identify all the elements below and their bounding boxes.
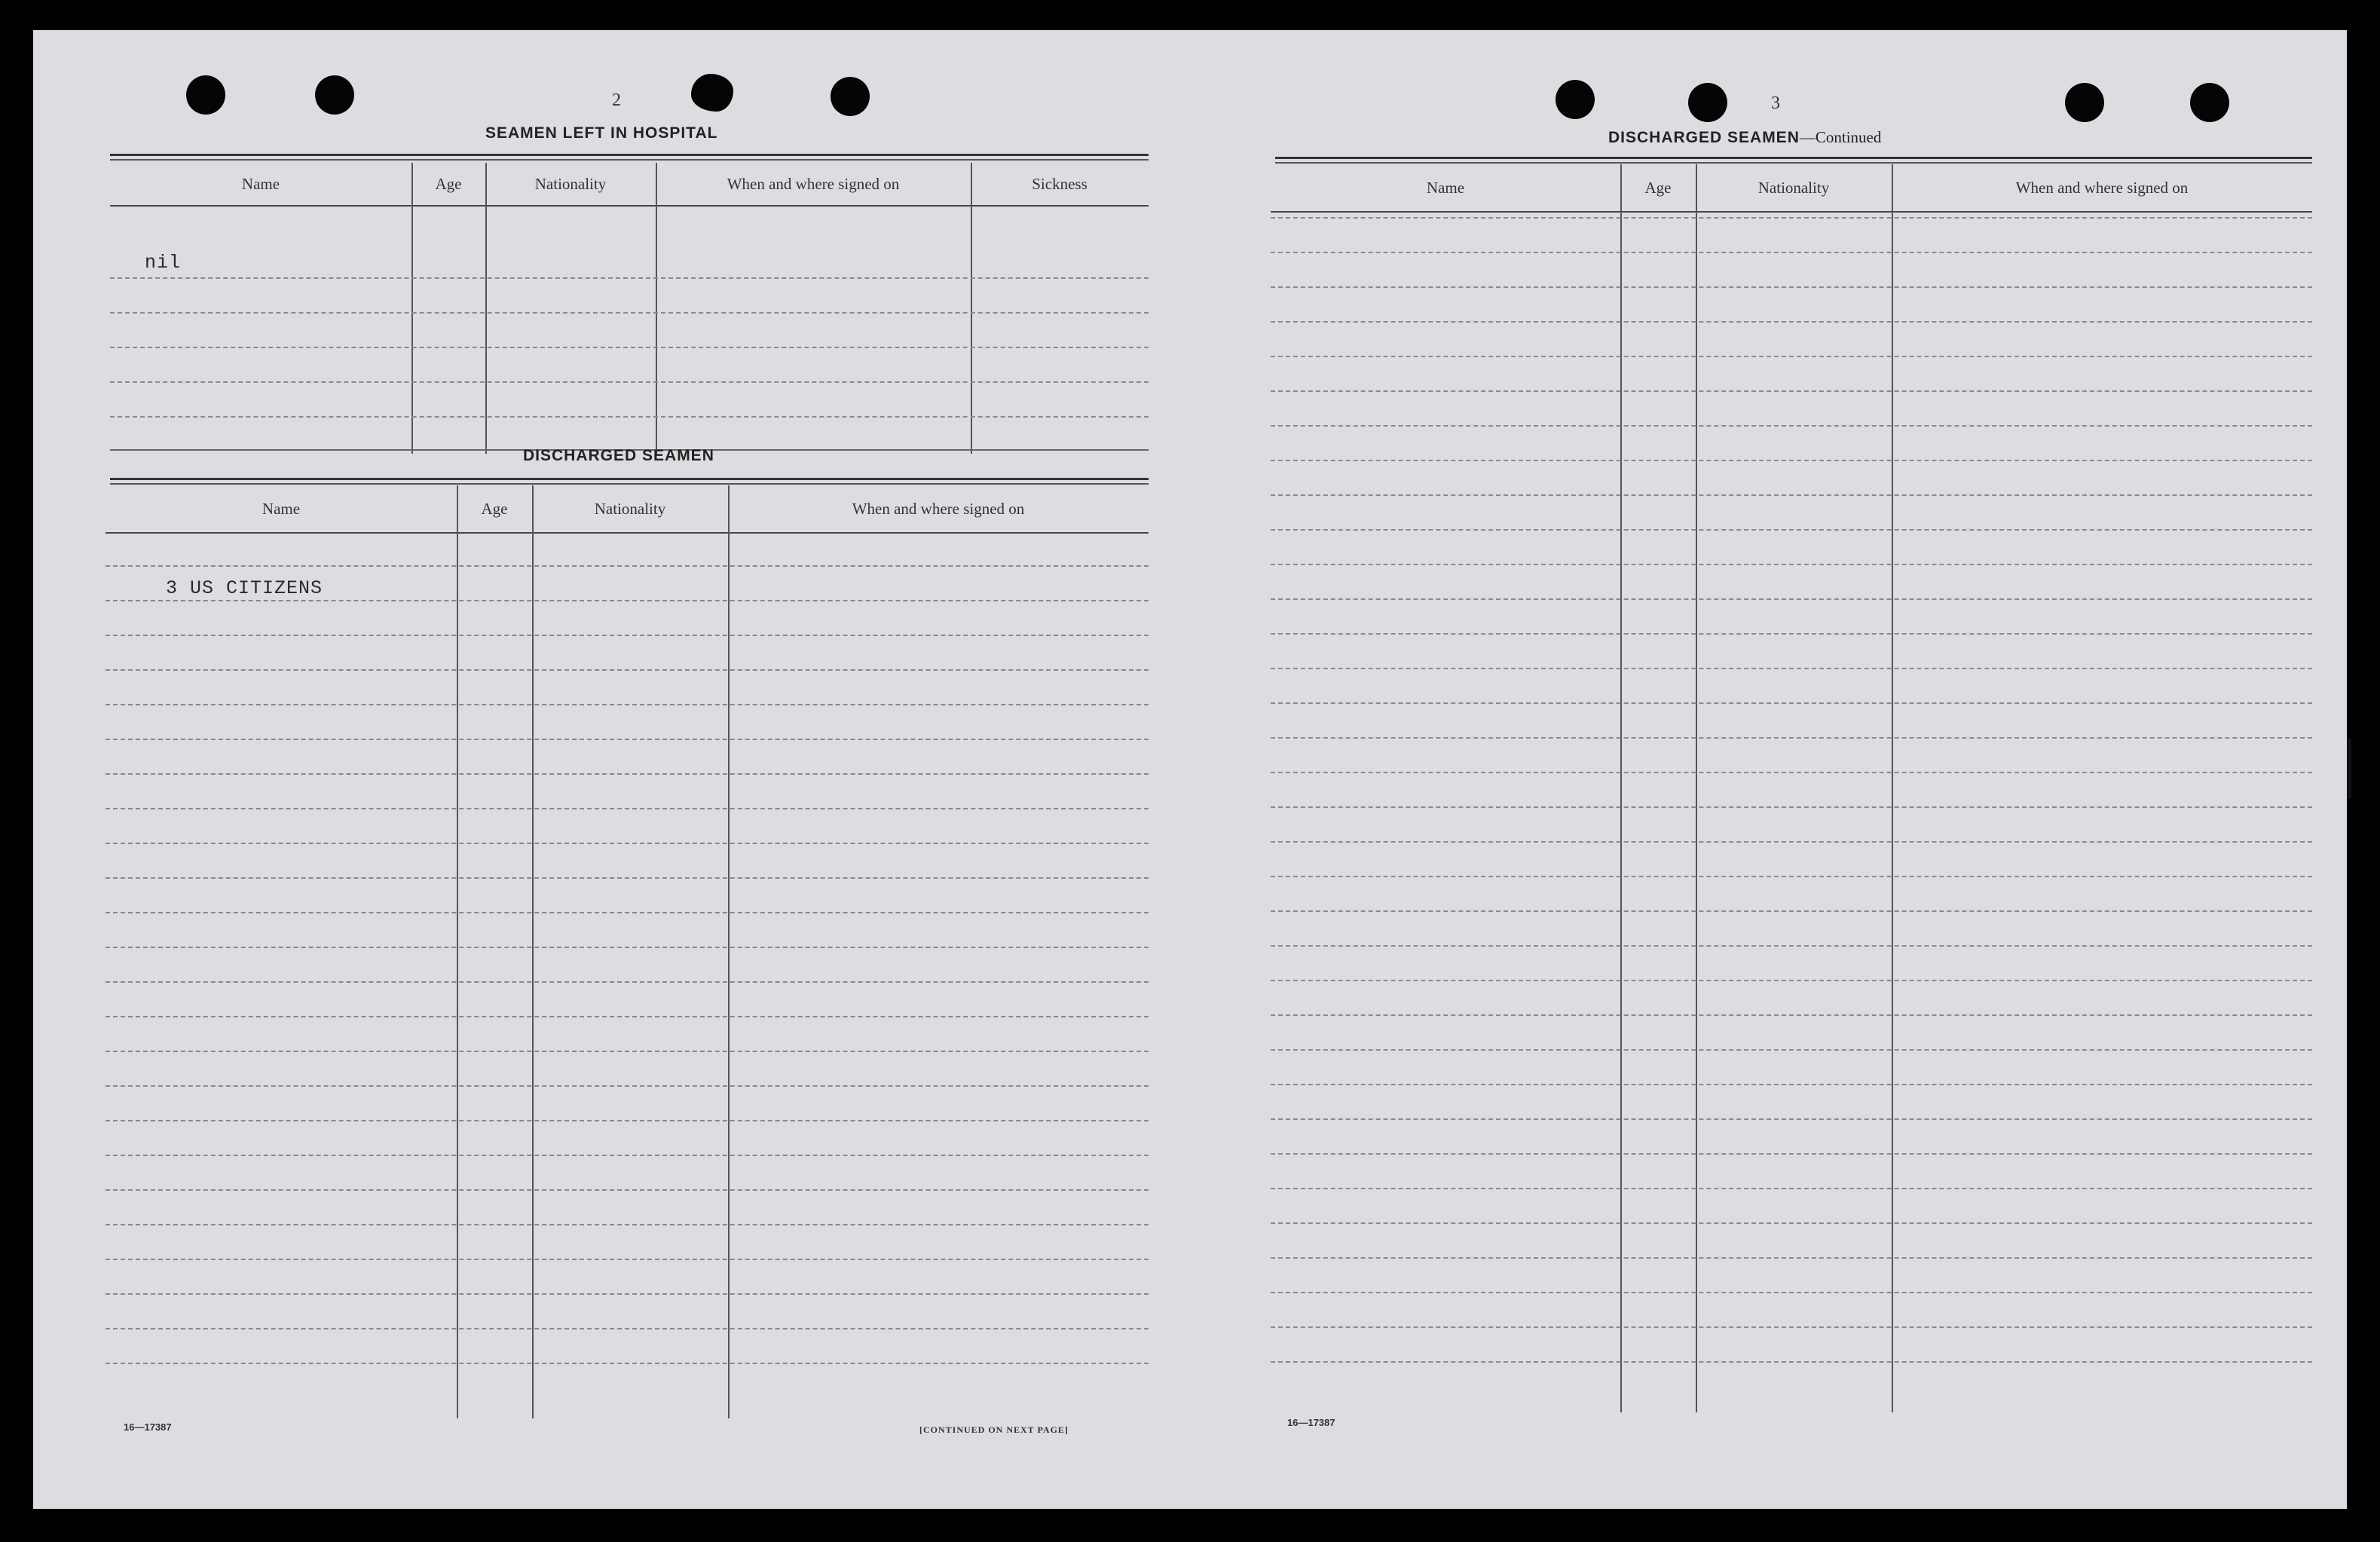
punch-hole — [831, 77, 870, 116]
discharged-continued-title — [1608, 128, 1881, 147]
column-divider — [656, 163, 657, 454]
discharged-section-title: DISCHARGED SEAMEN — [523, 447, 714, 464]
table-row-line — [106, 981, 1149, 983]
table-row-line — [1271, 1326, 2312, 1328]
table-row-line — [1271, 1292, 2312, 1293]
table-row-line — [1271, 460, 2312, 461]
table-row-line — [1271, 252, 2312, 253]
column-divider — [1696, 164, 1697, 1412]
column-divider — [728, 485, 730, 1418]
table-row-line — [106, 947, 1149, 948]
table-row-line — [1271, 286, 2312, 288]
table-row-line — [106, 1189, 1149, 1191]
table-row-line — [106, 1051, 1149, 1052]
table-row-line — [106, 773, 1149, 775]
table-row-line — [106, 1363, 1149, 1364]
table-row-line — [106, 1259, 1149, 1260]
table-row-line — [1271, 1118, 2312, 1120]
page-number-right: 3 — [1771, 93, 1780, 113]
table-row-line — [106, 739, 1149, 740]
table-row-line — [1271, 980, 2312, 981]
table-row-line — [106, 1293, 1149, 1295]
table-row-line — [1271, 217, 2312, 219]
table-row-line — [110, 381, 1149, 383]
table-row-line — [1271, 772, 2312, 773]
table-row-line — [1271, 390, 2312, 392]
hospital-col-signed-on: When and where signed on — [727, 175, 900, 193]
table-row-line — [106, 1120, 1149, 1121]
table-row-line — [1271, 564, 2312, 565]
table-row-line — [110, 347, 1149, 348]
discharged-col-name: Name — [262, 500, 301, 518]
continued-title-rule — [1275, 157, 2312, 164]
form-number-right: 16—17387 — [1287, 1417, 1335, 1428]
table-row-line — [1271, 876, 2312, 877]
discharged-entry: 3 US CITIZENS — [166, 577, 323, 599]
table-row-line — [1271, 1084, 2312, 1085]
table-row-line — [106, 1016, 1149, 1017]
table-row-line — [106, 877, 1149, 879]
hospital-col-sickness: Sickness — [1032, 175, 1088, 193]
table-row-line — [1271, 598, 2312, 600]
table-row-line — [106, 1155, 1149, 1156]
table-row-line — [106, 669, 1149, 671]
table-row-line — [1271, 321, 2312, 323]
hospital-entry: nil — [145, 252, 182, 274]
table-row-line — [1271, 910, 2312, 912]
table-row-line — [110, 312, 1149, 314]
table-row-line — [1271, 494, 2312, 496]
column-divider — [1620, 164, 1622, 1412]
discharged-table — [106, 485, 1149, 1418]
discharged-title-rule — [110, 478, 1149, 485]
hospital-col-nationality: Nationality — [534, 175, 607, 193]
table-row-line — [1271, 529, 2312, 531]
table-row-line — [1271, 1014, 2312, 1016]
hospital-table — [110, 163, 1149, 454]
punch-hole — [1556, 80, 1595, 119]
table-row-line — [1271, 425, 2312, 427]
page-number-left: 2 — [612, 90, 621, 110]
table-row-line — [106, 600, 1149, 601]
table-row-line — [1271, 1188, 2312, 1189]
continued-col-signed-on: When and where signed on — [2015, 179, 2189, 197]
table-row-line — [106, 704, 1149, 705]
table-row-line — [1271, 1222, 2312, 1224]
punch-hole — [186, 75, 225, 115]
table-row-line — [110, 277, 1149, 279]
scanned-document — [33, 30, 2347, 1509]
column-divider — [532, 485, 534, 1418]
punch-hole — [2065, 83, 2104, 122]
discharged-continued-suffix: —Continued — [1799, 128, 1882, 146]
column-divider — [411, 163, 413, 454]
table-row-line — [1271, 945, 2312, 947]
table-row-line — [106, 635, 1149, 636]
table-row-line — [1271, 633, 2312, 635]
scan-edge-mark — [2347, 739, 2351, 799]
table-row-line — [1271, 702, 2312, 704]
discharged-continued-title-main: DISCHARGED SEAMEN — [1608, 129, 1800, 146]
table-row-line — [1271, 356, 2312, 357]
table-row-line — [110, 416, 1149, 418]
table-row-line — [1271, 841, 2312, 843]
hospital-col-age: Age — [435, 175, 462, 193]
table-row-line — [106, 912, 1149, 913]
table-row-line — [106, 565, 1149, 567]
hospital-col-name: Name — [241, 175, 280, 193]
continued-col-name: Name — [1426, 179, 1465, 197]
table-row-line — [106, 1328, 1149, 1329]
table-row-line — [1271, 1257, 2312, 1259]
table-row-line — [1271, 806, 2312, 808]
column-divider — [485, 163, 487, 454]
table-row-line — [1271, 1153, 2312, 1155]
continued-col-nationality: Nationality — [1757, 179, 1830, 197]
discharged-col-age: Age — [481, 500, 508, 518]
table-row-line — [106, 843, 1149, 844]
punch-hole — [2190, 83, 2229, 122]
table-row-line — [1271, 1049, 2312, 1051]
discharged-col-nationality: Nationality — [594, 500, 666, 518]
table-row-line — [106, 1224, 1149, 1225]
table-row-line — [106, 808, 1149, 809]
table-row-line — [106, 1085, 1149, 1087]
table-row-line — [1271, 737, 2312, 739]
hospital-section-title: SEAMEN LEFT IN HOSPITAL — [485, 124, 718, 142]
punch-hole — [691, 74, 733, 112]
column-divider — [971, 163, 972, 454]
column-divider — [457, 485, 458, 1418]
form-number-left: 16—17387 — [124, 1421, 172, 1433]
continued-col-age: Age — [1644, 179, 1672, 197]
column-divider — [1892, 164, 1893, 1412]
punch-hole — [315, 75, 354, 115]
hospital-title-rule — [110, 154, 1149, 161]
discharged-col-signed-on: When and where signed on — [852, 500, 1025, 518]
discharged-continued-table — [1271, 164, 2312, 1412]
punch-hole — [1688, 83, 1727, 122]
table-row-line — [1271, 668, 2312, 669]
table-row-line — [1271, 1361, 2312, 1363]
continued-note: [CONTINUED ON NEXT PAGE] — [919, 1424, 1069, 1435]
